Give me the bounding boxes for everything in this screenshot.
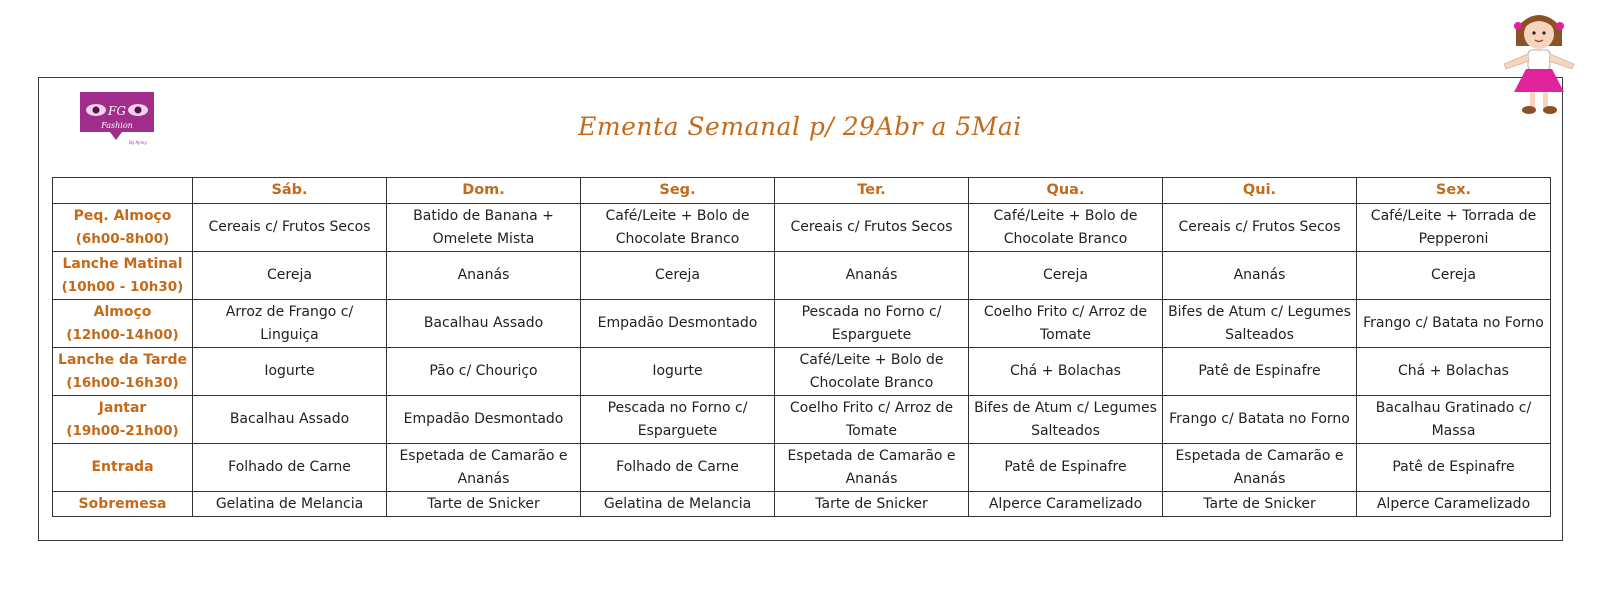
menu-cell: Gelatina de Melancia [581, 492, 775, 517]
menu-cell: Arroz de Frango c/ Linguiça [193, 300, 387, 348]
logo-subtext: By Ajnny [129, 140, 147, 145]
menu-cell: Bacalhau Assado [193, 396, 387, 444]
meal-label: Sobremesa [53, 492, 193, 517]
meal-label: Almoço (12h00-14h00) [53, 300, 193, 348]
corner-cell [53, 178, 193, 204]
menu-cell: Bacalhau Gratinado c/ Massa [1357, 396, 1551, 444]
menu-cell: Coelho Frito c/ Arroz de Tomate [775, 396, 969, 444]
menu-cell: Iogurte [193, 348, 387, 396]
menu-cell: Cereja [1357, 252, 1551, 300]
meal-label: Lanche Matinal (10h00 - 10h30) [53, 252, 193, 300]
menu-cell: Espetada de Camarão e Ananás [387, 444, 581, 492]
menu-cell: Folhado de Carne [193, 444, 387, 492]
menu-cell: Tarte de Snicker [387, 492, 581, 517]
menu-cell: Café/Leite + Torrada de Pepperoni [1357, 204, 1551, 252]
meal-label: Peq. Almoço (6h00-8h00) [53, 204, 193, 252]
menu-cell: Cereais c/ Frutos Secos [193, 204, 387, 252]
menu-cell: Pescada no Forno c/ Esparguete [581, 396, 775, 444]
table-row [53, 348, 1551, 396]
day-header: Ter. [775, 178, 969, 204]
menu-cell: Bacalhau Assado [387, 300, 581, 348]
day-header: Qua. [969, 178, 1163, 204]
menu-cell: Cereais c/ Frutos Secos [1163, 204, 1357, 252]
menu-cell: Patê de Espinafre [969, 444, 1163, 492]
menu-cell: Empadão Desmontado [387, 396, 581, 444]
menu-cell: Iogurte [581, 348, 775, 396]
meal-label: Entrada [53, 444, 193, 492]
menu-cell: Frango c/ Batata no Forno [1357, 300, 1551, 348]
day-header: Sex. [1357, 178, 1551, 204]
menu-cell: Tarte de Snicker [1163, 492, 1357, 517]
day-header: Qui. [1163, 178, 1357, 204]
menu-cell: Ananás [1163, 252, 1357, 300]
doll-illustration-icon [1496, 6, 1582, 122]
table-row [53, 204, 1551, 252]
menu-cell: Frango c/ Batata no Forno [1163, 396, 1357, 444]
menu-cell: Chá + Bolachas [969, 348, 1163, 396]
menu-cell: Café/Leite + Bolo de Chocolate Branco [775, 348, 969, 396]
menu-cell: Patê de Espinafre [1163, 348, 1357, 396]
menu-cell: Batido de Banana + Omelete Mista [387, 204, 581, 252]
fashion-logo [78, 88, 170, 148]
weekly-menu-table [52, 177, 1551, 517]
day-header: Dom. [387, 178, 581, 204]
menu-cell: Ananás [387, 252, 581, 300]
menu-cell: Café/Leite + Bolo de Chocolate Branco [581, 204, 775, 252]
menu-cell: Empadão Desmontado [581, 300, 775, 348]
table-row [53, 492, 1551, 517]
menu-cell: Bifes de Atum c/ Legumes Salteados [1163, 300, 1357, 348]
table-row [53, 252, 1551, 300]
menu-cell: Cereja [581, 252, 775, 300]
day-header: Seg. [581, 178, 775, 204]
menu-cell: Cereja [193, 252, 387, 300]
day-header: Sáb. [193, 178, 387, 204]
menu-cell: Chá + Bolachas [1357, 348, 1551, 396]
menu-cell: Gelatina de Melancia [193, 492, 387, 517]
menu-cell: Patê de Espinafre [1357, 444, 1551, 492]
menu-cell: Alperce Caramelizado [969, 492, 1163, 517]
menu-cell: Cereja [969, 252, 1163, 300]
menu-cell: Pão c/ Chouriço [387, 348, 581, 396]
menu-cell: Café/Leite + Bolo de Chocolate Branco [969, 204, 1163, 252]
page-title: Ementa Semanal p/ 29Abr a 5Mai [578, 112, 1022, 141]
logo-text: Fashion [101, 121, 133, 130]
menu-cell: Ananás [775, 252, 969, 300]
menu-cell: Bifes de Atum c/ Legumes Salteados [969, 396, 1163, 444]
table-header-row [53, 178, 1551, 204]
menu-cell: Alperce Caramelizado [1357, 492, 1551, 517]
table-row [53, 300, 1551, 348]
menu-cell: Folhado de Carne [581, 444, 775, 492]
table-row [53, 396, 1551, 444]
meal-label: Lanche da Tarde (16h00-16h30) [53, 348, 193, 396]
menu-cell: Espetada de Camarão e Ananás [775, 444, 969, 492]
logo-initials: FG [108, 104, 126, 118]
menu-cell: Coelho Frito c/ Arroz de Tomate [969, 300, 1163, 348]
menu-cell: Espetada de Camarão e Ananás [1163, 444, 1357, 492]
menu-cell: Pescada no Forno c/ Esparguete [775, 300, 969, 348]
menu-cell: Cereais c/ Frutos Secos [775, 204, 969, 252]
table-row [53, 444, 1551, 492]
menu-cell: Tarte de Snicker [775, 492, 969, 517]
meal-label: Jantar (19h00-21h00) [53, 396, 193, 444]
